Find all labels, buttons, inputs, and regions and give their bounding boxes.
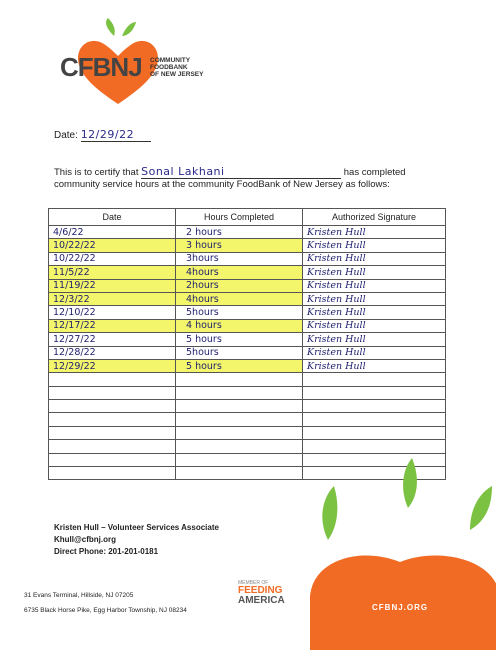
cell-date: 12/17/22 [49,319,176,332]
empty-table-row [49,426,446,439]
contact-block [54,522,219,558]
date-value: 12/29/22 [81,128,151,142]
carrot-decoration-icon [300,450,496,650]
org-name [150,57,210,78]
empty-cell [49,467,176,480]
cell-hours: 2hours [176,279,303,292]
certify-prefix: This is to certify that [54,167,139,178]
certify-suffix: has completed [343,167,406,178]
cell-signature: Kristen Hull [303,333,446,346]
cell-date: 11/5/22 [49,266,176,279]
contact-name-title: Kristen Hull – Volunteer Services Associate [54,523,219,532]
cell-hours: 3hours [176,252,303,265]
feeding-america-logo [238,580,298,606]
cell-date: 10/22/22 [49,239,176,252]
empty-cell [303,426,446,439]
table-row [49,346,446,359]
empty-cell [176,440,303,453]
cell-date: 10/22/22 [49,252,176,265]
contact-phone: Direct Phone: 201-201-0181 [54,547,159,556]
volunteer-name: Sonal Lakhani [141,166,341,179]
empty-cell [176,400,303,413]
cell-signature: Kristen Hull [303,306,446,319]
cell-hours: 3 hours [176,239,303,252]
table-row [49,306,446,319]
cell-hours: 2 hours [176,226,303,239]
contact-email: Khull@cfbnj.org [54,535,117,544]
empty-cell [176,413,303,426]
cell-signature: Kristen Hull [303,359,446,372]
org-name-line-3: OF NEW JERSEY [150,71,204,78]
header-signature: Authorized Signature [303,209,446,226]
table-row [49,239,446,252]
cell-signature: Kristen Hull [303,266,446,279]
header-hours: Hours Completed [176,209,303,226]
header-date: Date [49,209,176,226]
empty-cell [49,440,176,453]
date-label: Date: [54,130,78,141]
table-row [49,292,446,305]
empty-cell [49,373,176,386]
certification-text [54,166,444,191]
cell-hours: 5 hours [176,333,303,346]
date-row [54,128,151,142]
table-header-row [49,209,446,226]
feeding-text: FEEDING [238,585,283,596]
table-row [49,266,446,279]
cell-hours: 5hours [176,306,303,319]
empty-cell [49,413,176,426]
cell-hours: 4 hours [176,319,303,332]
america-text: AMERICA [238,595,285,606]
cell-hours: 5 hours [176,359,303,372]
empty-cell [303,373,446,386]
empty-cell [176,373,303,386]
cell-signature: Kristen Hull [303,319,446,332]
cell-hours: 4hours [176,266,303,279]
cell-date: 11/19/22 [49,279,176,292]
cell-date: 12/3/22 [49,292,176,305]
org-name-line-2: FOODBANK [150,64,188,71]
empty-cell [176,426,303,439]
brand-text: CFBNJ [60,52,142,82]
cell-hours: 5hours [176,346,303,359]
empty-cell [49,426,176,439]
cell-date: 12/10/22 [49,306,176,319]
table-row [49,279,446,292]
cell-signature: Kristen Hull [303,239,446,252]
cell-signature: Kristen Hull [303,292,446,305]
table-row [49,252,446,265]
cell-signature: Kristen Hull [303,226,446,239]
table-row [49,359,446,372]
org-name-line-1: COMMUNITY [150,57,191,64]
cell-hours: 4hours [176,292,303,305]
empty-cell [176,453,303,466]
empty-cell [303,413,446,426]
member-of-text: MEMBER OF [238,580,269,586]
address-block [24,588,187,618]
website-text: CFBNJ.ORG [372,603,429,612]
empty-table-row [49,400,446,413]
empty-cell [303,400,446,413]
brand-wordmark [60,52,142,83]
empty-table-row [49,386,446,399]
cell-signature: Kristen Hull [303,346,446,359]
empty-cell [176,386,303,399]
empty-cell [303,386,446,399]
cell-date: 12/28/22 [49,346,176,359]
leaf-icon-left [106,18,115,36]
leaf-icon-right [122,22,136,36]
certify-line-2: community service hours at the community FoodBank of New Jersey as follows: [54,179,390,190]
address-line-1: 31 Evans Terminal, Hillside, NJ 07205 [24,592,134,599]
cell-date: 4/6/22 [49,226,176,239]
cell-date: 12/27/22 [49,333,176,346]
cell-signature: Kristen Hull [303,252,446,265]
empty-cell [49,400,176,413]
address-line-2: 6735 Black Horse Pike, Egg Harbor Township, NJ 08234 [24,607,187,614]
cell-signature: Kristen Hull [303,279,446,292]
table-row [49,319,446,332]
cell-date: 12/29/22 [49,359,176,372]
table-row [49,333,446,346]
empty-cell [49,453,176,466]
hours-table [48,208,446,480]
empty-cell [49,386,176,399]
empty-cell [176,467,303,480]
table-row [49,226,446,239]
empty-table-row [49,373,446,386]
empty-table-row [49,413,446,426]
